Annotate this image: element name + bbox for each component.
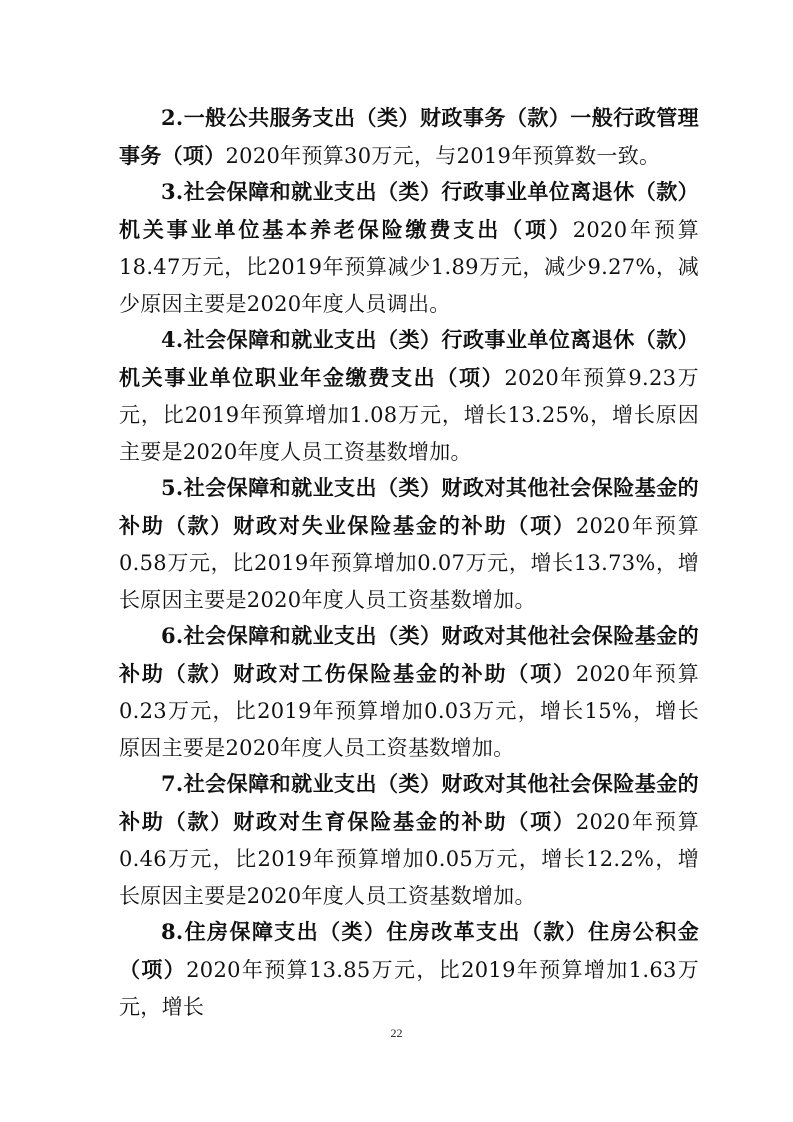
paragraph-heading: 2.一般公共服务支出（类）财政事务（款）一般行政管理事务（项） (119, 105, 699, 168)
paragraph-body: 2020年预算0.23万元，比2019年预算增加0.03万元，增长15%，增长原因主要是2020年度人员工资基数增加。 (119, 662, 699, 760)
paragraph-heading: 7.社会保障和就业支出（类）财政对其他社会保险基金的补助（款）财政对生育保险基金的补助（项） (119, 771, 699, 834)
paragraph-heading: 4.社会保障和就业支出（类）行政事业单位离退休（款）机关事业单位职业年金缴费支出（项） (119, 327, 699, 390)
paragraph-item-3 (119, 173, 699, 323)
paragraph-item-5 (119, 469, 699, 619)
paragraph-heading: 8.住房保障支出（类）住房改革支出（款）住房公积金（项） (119, 919, 699, 982)
paragraph-body: 2020年预算30万元，与2019年预算数一致。 (225, 144, 661, 168)
paragraph-item-2 (119, 99, 699, 175)
paragraph-body: 2020年预算18.47万元，比2019年预算减少1.89万元，减少9.27%，减少原因主要是2020年度人员调出。 (119, 218, 700, 316)
paragraph-item-4 (119, 321, 699, 471)
paragraph-item-8 (119, 913, 699, 1026)
paragraph-body: 2020年预算0.58万元，比2019年预算增加0.07万元，增长13.73%，增长原因主要是2020年度人员工资基数增加。 (119, 514, 699, 612)
paragraph-heading: 5.社会保障和就业支出（类）财政对其他社会保险基金的补助（款）财政对失业保险基金的补助（项） (119, 475, 699, 538)
paragraph-body: 2020年预算0.46万元，比2019年预算增加0.05万元，增长12.2%，增长原因主要是2020年度人员工资基数增加。 (119, 810, 699, 908)
page-number: 22 (390, 1026, 403, 1040)
paragraph-heading: 3.社会保障和就业支出（类）行政事业单位离退休（款）机关事业单位基本养老保险缴费支出（项） (119, 179, 699, 242)
paragraph-body: 2020年预算13.85万元，比2019年预算增加1.63万元，增长 (119, 958, 700, 1019)
paragraph-item-7 (119, 765, 699, 915)
paragraph-body: 2020年预算9.23万元，比2019年预算增加1.08万元，增长13.25%，增长原因主要是2020年度人员工资基数增加。 (119, 366, 699, 464)
paragraph-item-6 (119, 617, 699, 767)
paragraph-heading: 6.社会保障和就业支出（类）财政对其他社会保险基金的补助（款）财政对工伤保险基金的补助（项） (119, 623, 699, 686)
